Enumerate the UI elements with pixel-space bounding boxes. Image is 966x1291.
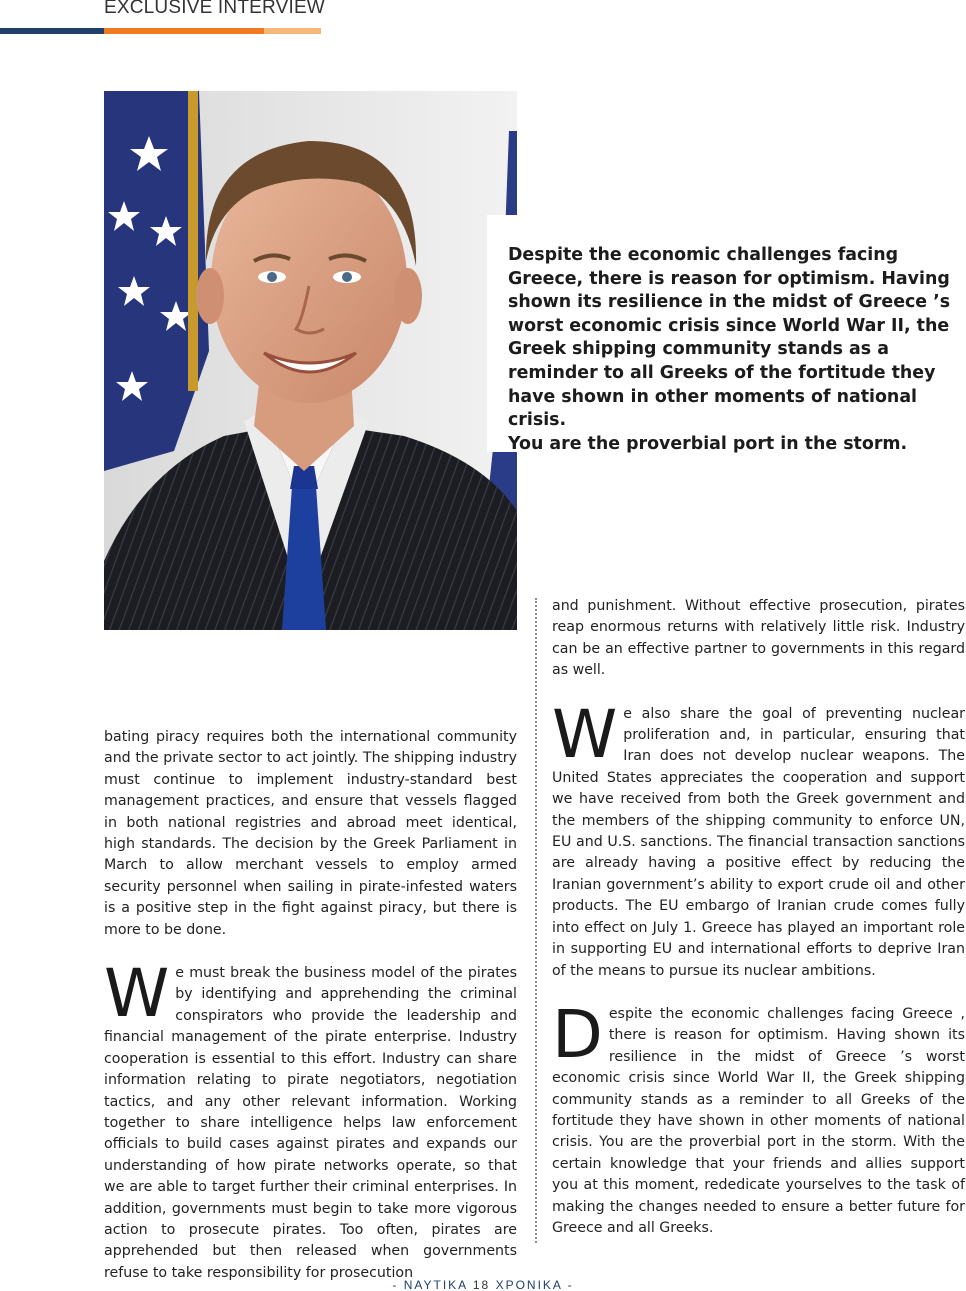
right-paragraph-2-text: e also share the goal of preventing nuclear proliferation and, in particular, ensuring that Iran does not develop nuclear weapons. The United States appreciates the cooperation and support we have received from both the Greek government and the members of the shipping community to enforce UN, EU and U.S. sanctions. The financial transaction sanctions are already having a positive effect by reducing the Iranian government’s ability to export crude oil and other products. The EU embargo of Iranian crude comes fully into effect on July 1. Greece has played an important role in supporting EU and international efforts to deprive Iran of the means to pursue its nuclear ambitions. [552, 705, 965, 979]
page-footer [0, 1278, 966, 1291]
right-paragraph-3-text: espite the economic challenges facing Greece , there is reason for optimism. Having shown its resilience in the midst of Greece ’s worst economic crisis since World War II, the Greek shipping community stands as a reminder to all Greeks of the fortitude they have shown in other moments of national crisis. You are the proverbial port in the storm. With the certain knowledge that your friends and allies support you at this moment, rededicate yourselves to the task of making the changes needed to ensure a better future for Greece and all Greeks. [552, 1005, 965, 1236]
right-column [552, 596, 965, 1239]
page-number: 18 [472, 1278, 491, 1291]
drop-cap: W [104, 955, 170, 1033]
left-paragraph-2 [104, 955, 517, 1284]
right-paragraph-2 [552, 695, 965, 982]
drop-cap: D [552, 995, 603, 1073]
column-divider [535, 598, 537, 1243]
portrait-photo [104, 91, 517, 630]
footer-right: ΧΡΟΝΙΚΑ - [495, 1278, 574, 1291]
pull-quote-text: Despite the economic challenges facing Greece, there is reason for optimism. Having shown its resilience in the midst of Greece ’s worst economic crisis since World War II, the Greek shipping community stands as a reminder to all Greeks of the fortitude they have shown in other moments of national crisis. [508, 245, 951, 431]
header-bar-navy [0, 28, 104, 34]
header-bar-peach [264, 28, 321, 34]
right-paragraph-3 [552, 995, 965, 1239]
portrait-illustration [104, 91, 517, 630]
left-paragraph-1: bating piracy requires both the international community and the private sector to act jointly. The shipping industry must continue to implement industry-standard best management practices, and ensure that vessels flagged in both national registries and abroad meet identical, high standards. The decision by the Greek Parliament in March to allow merchant vessels to employ armed security personnel when sailing in pirate-infested waters is a positive step in the fight against piracy, but there is more to be done. [104, 729, 517, 938]
left-column [104, 727, 517, 1284]
drop-cap: W [552, 695, 618, 773]
pull-quote [487, 215, 966, 452]
right-paragraph-1: and punishment. Without effective prosecution, pirates reap enormous returns with relatively little risk. Industry can be an effective partner to governments in this regard as well. [552, 598, 965, 679]
section-label: EXCLUSIVE INTERVIEW [104, 0, 325, 18]
header-bar-orange [104, 28, 264, 34]
pull-quote-closing: You are the proverbial port in the storm. [508, 433, 908, 454]
left-paragraph-2-text: e must break the business model of the pirates by identifying and apprehending the criminal conspirators who provide the leadership and financial management of the pirate enterprise. Industry cooperation is essential to this effort. Industry can share information relating to pirate negotiators, negotiation tactics, and any other relevant information. Working together to share intelligence helps law enforcement officials to build cases against pirates and expands our understanding of how pirate networks operate, so that we are able to target further their criminal enterprises. In addition, governments must begin to take more vigorous action to prosecute pirates. Too often, pirates are apprehended but then released when governments refuse to take responsibility for prosecution [104, 965, 517, 1281]
footer-left: - ΝΑΥΤΙΚΑ [392, 1278, 468, 1291]
